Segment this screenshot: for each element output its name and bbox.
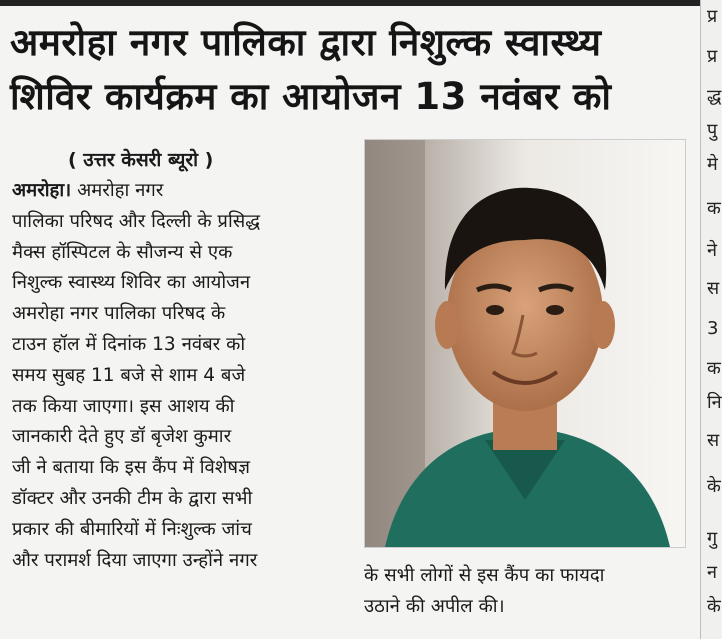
article-photo [364,139,686,548]
portrait-image [365,140,685,547]
text-line: अमरोहा नगर पालिका परिषद के [12,303,226,325]
text-line: उठाने की अपील की। [364,596,505,617]
adjacent-text-fragment: क [707,198,721,219]
text-line: तक किया जाएगा। इस आशय की [12,395,235,417]
adjacent-text-fragment: क [707,358,721,379]
article-column-2 [364,560,694,622]
adjacent-text-fragment: गु [707,528,718,549]
text-line: डॉक्टर और उनकी टीम के द्वारा सभी [12,487,253,509]
adjacent-text-fragment: स [707,278,720,299]
adjacent-text-fragment: के [707,476,721,497]
headline [10,16,700,124]
text-line: टाउन हॉल में दिनांक 13 नवंबर को [12,333,246,355]
text-line: जी ने बताया कि इस कैंप में विशेषज्ञ [12,457,250,479]
adjacent-text-fragment: ने [707,240,717,261]
adjacent-text-fragment: 3 [707,318,719,339]
adjacent-text-fragment: पु [707,120,718,141]
text-line: पालिका परिषद और दिल्ली के प्रसिद्ध [12,210,261,232]
first-line-text: अमरोहा नगर [71,180,164,201]
adjacent-column [700,0,721,639]
text-line: प्रकार की बीमारियों में निःशुल्क जांच [12,518,252,540]
adjacent-text-fragment: नि [707,392,722,413]
adjacent-text-fragment: प्र [707,6,718,27]
text-line: मैक्स हॉस्पिटल के सौजन्य से एक [12,241,233,263]
text-line: जानकारी देते हुए डॉ बृजेश कुमार [12,426,232,448]
adjacent-text-fragment: द्ध [707,86,722,107]
text-line: के सभी लोगों से इस कैंप का फायदा [364,565,605,586]
article-column-1 [12,176,352,576]
headline-line-1: अमरोहा नगर पालिका द्वारा निशुल्क स्वास्थ्य [10,21,602,64]
adjacent-text-fragment: स [707,430,720,451]
adjacent-text-fragment: न [707,562,717,583]
adjacent-text-fragment: के [707,596,721,617]
dateline: अमरोहा। [12,180,72,201]
first-line [12,176,352,207]
headline-line-2: शिविर कार्यक्रम का आयोजन 13 नवंबर को [10,75,612,118]
byline: ( उत्तर केसरी ब्यूरो ) [68,149,214,171]
text-line: निशुल्क स्वास्थ्य शिविर का आयोजन [12,272,251,294]
adjacent-text-fragment: मे [707,154,718,175]
top-rule [0,0,700,6]
adjacent-text-fragment: प्र [707,46,718,67]
text-line: और परामर्श दिया जाएगा उन्होंने नगर [12,549,258,571]
text-line: समय सुबह 11 बजे से शाम 4 बजे [12,364,246,386]
